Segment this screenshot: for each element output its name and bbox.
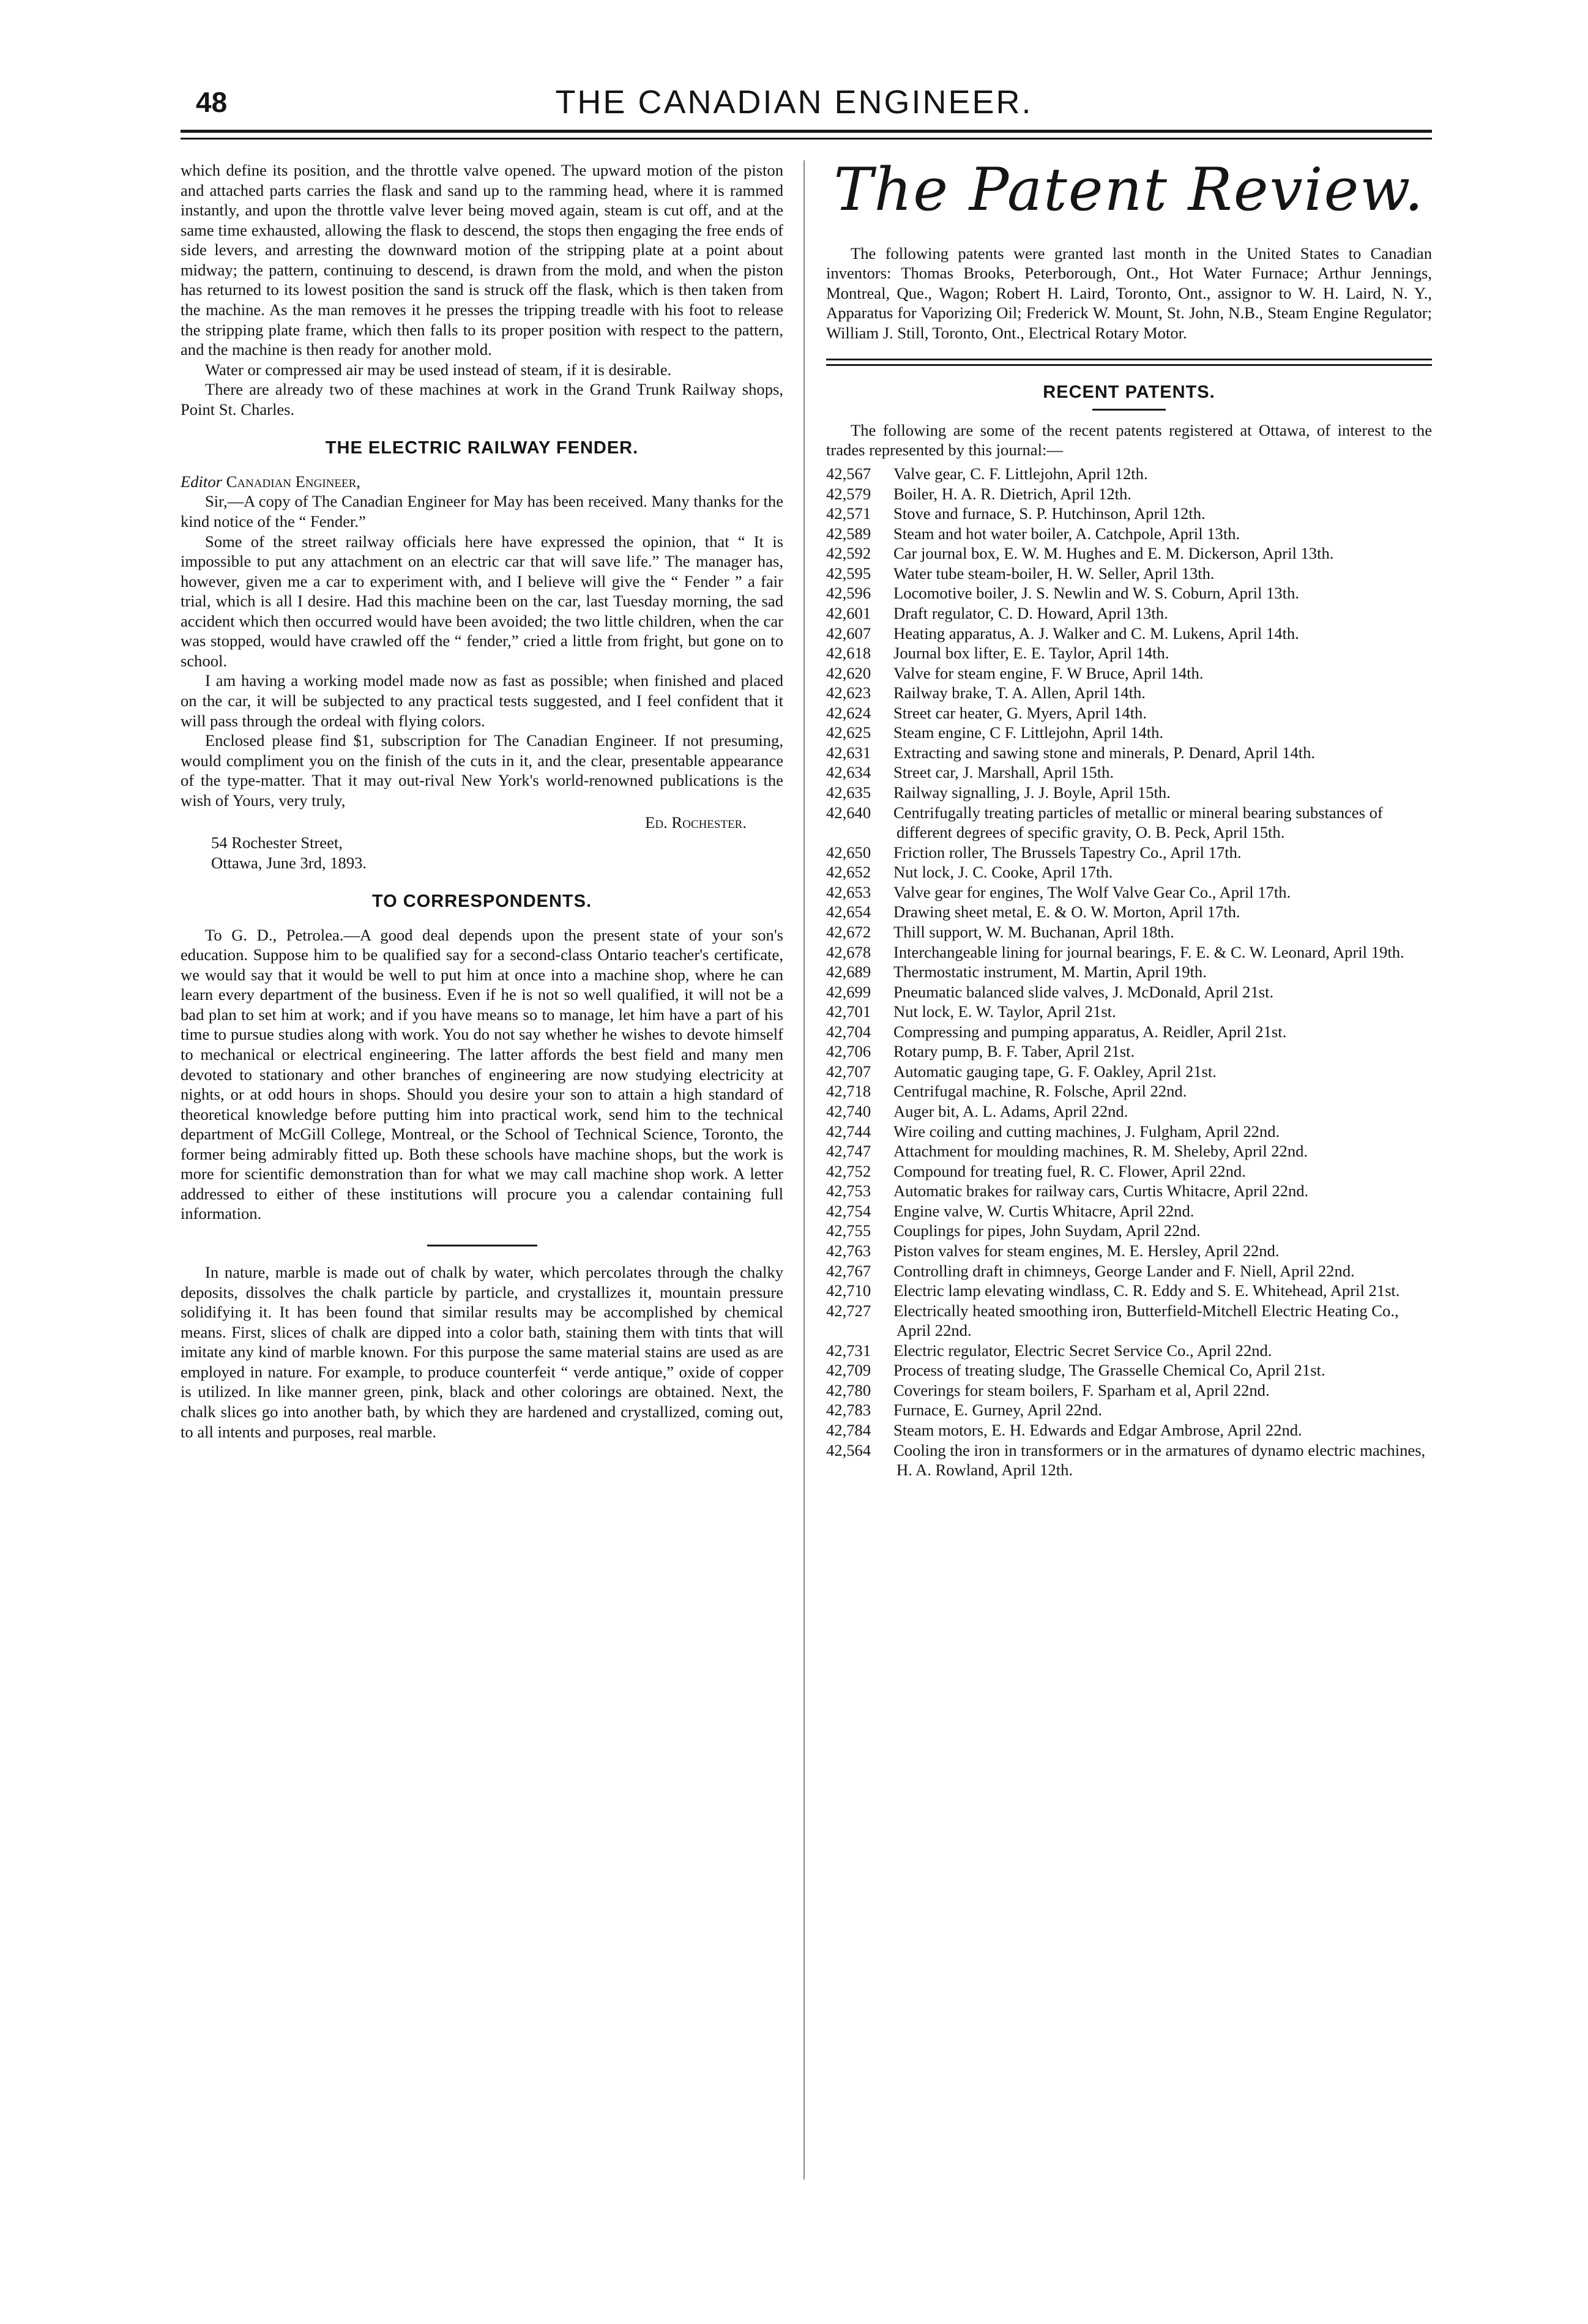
recent-patents-intro: The following are some of the recent patents registered at Ottawa, of interest to the trades represented by this journal:— — [826, 420, 1432, 460]
patent-entry — [826, 843, 1432, 863]
patent-entry — [826, 783, 1432, 803]
editor-name: Canadian Engineer, — [226, 472, 360, 491]
patent-description: Electric regulator, Electric Secret Service Co., April 22nd. — [893, 1341, 1272, 1360]
patent-number: 42,631 — [826, 743, 871, 762]
recent-patents-heading: RECENT PATENTS. — [1043, 382, 1215, 403]
patent-description: Couplings for pipes, John Suydam, April 22nd. — [893, 1221, 1201, 1240]
patent-description: Friction roller, The Brussels Tapestry Co., April 17th. — [893, 843, 1242, 862]
patent-description: Process of treating sludge, The Grasselle Chemical Co, April 21st. — [893, 1361, 1325, 1380]
patent-number: 42,755 — [826, 1221, 871, 1240]
patent-entry — [826, 1360, 1432, 1380]
patent-number: 42,709 — [826, 1361, 871, 1380]
patent-number: 42,595 — [826, 564, 871, 583]
patent-entry — [826, 1261, 1432, 1281]
patent-entry — [826, 982, 1432, 1002]
patent-entry — [826, 962, 1432, 982]
article-paragraph: There are already two of these machines at work in the Grand Trunk Railway shops, Point St. Charles. — [181, 380, 783, 419]
patent-description: Extracting and sawing stone and minerals, P. Denard, April 14th. — [893, 743, 1316, 762]
patent-review-paragraph: The following patents were granted last month in the United States to Canadian inventors: Thomas Brooks, Peterborough, Ont., Hot Water Furnace; Arthur Jennings, Montreal, Que., Wagon; Robert H. Laird, Toronto, Ont., assignor to W. H. Laird, N. Y., Apparatus for Vaporizing Oil; Frederick W. Mount, St. John, N.B., Steam Engine Regulator; William J. Still, Toronto, Ont., Electrical Rotary Motor. — [826, 244, 1432, 342]
patent-number: 42,689 — [826, 963, 871, 981]
patent-number: 42,731 — [826, 1341, 871, 1360]
patent-description: Valve gear for engines, The Wolf Valve Gear Co., April 17th. — [893, 882, 1291, 901]
patent-entry — [826, 743, 1432, 763]
patent-entry — [826, 922, 1432, 942]
patent-entry — [826, 624, 1432, 644]
patent-description: Interchangeable lining for journal bearings, F. E. & C. W. Leonard, April 19th. — [893, 942, 1404, 961]
patent-entry — [826, 603, 1432, 624]
patent-description: Auger bit, A. L. Adams, April 22nd. — [893, 1102, 1128, 1121]
patent-number: 42,753 — [826, 1182, 871, 1201]
patent-description: Steam engine, C F. Littlejohn, April 14th. — [893, 723, 1164, 742]
patent-entry — [826, 1141, 1432, 1161]
patent-number: 42,704 — [826, 1022, 871, 1041]
patent-entry — [826, 942, 1432, 963]
patent-number: 42,620 — [826, 663, 871, 682]
patent-number: 42,564 — [826, 1440, 871, 1459]
page-title: THE CANADIAN ENGINEER. — [555, 84, 1033, 121]
patent-number: 42,752 — [826, 1161, 871, 1180]
patent-description: Centrifugally treating particles of metallic or mineral bearing substances of different degrees of specific gravity, O. B. Peck, April 15th. — [893, 803, 1383, 842]
patent-entry — [826, 1221, 1432, 1241]
letter-signature: Ed. Rochester. — [645, 813, 747, 832]
patent-number: 42,763 — [826, 1241, 871, 1260]
patent-description: Wire coiling and cutting machines, J. Fulgham, April 22nd. — [893, 1122, 1280, 1141]
patent-number: 42,635 — [826, 783, 871, 802]
patent-entry — [826, 1281, 1432, 1301]
editor-prefix: Editor — [181, 472, 222, 491]
patent-number: 42,571 — [826, 504, 871, 523]
patent-entry — [826, 723, 1432, 743]
address-line: Ottawa, June 3rd, 1893. — [211, 853, 367, 872]
patent-description: Attachment for moulding machines, R. M. Sheleby, April 22nd. — [893, 1142, 1308, 1161]
patent-entry — [826, 484, 1432, 504]
patent-number: 42,727 — [826, 1301, 871, 1320]
left-column — [181, 160, 783, 1442]
patent-number: 42,699 — [826, 982, 871, 1001]
patent-number: 42,567 — [826, 464, 871, 483]
header-rule-top — [181, 130, 1432, 133]
patent-entry — [826, 564, 1432, 584]
patent-number: 42,767 — [826, 1261, 871, 1280]
patent-description: Water tube steam-boiler, H. W. Seller, April 13th. — [893, 564, 1215, 583]
patent-description: Steam motors, E. H. Edwards and Edgar Ambrose, April 22nd. — [893, 1421, 1302, 1440]
patent-description: Compound for treating fuel, R. C. Flower, April 22nd. — [893, 1161, 1246, 1180]
patent-entry — [826, 583, 1432, 603]
patent-entry — [826, 1181, 1432, 1201]
patent-description: Compressing and pumping apparatus, A. Reidler, April 21st. — [893, 1022, 1287, 1041]
patent-number: 42,744 — [826, 1122, 871, 1141]
patent-description: Engine valve, W. Curtis Whitacre, April 22nd. — [893, 1201, 1195, 1220]
patent-number: 42,747 — [826, 1142, 871, 1161]
patent-description: Automatic gauging tape, G. F. Oakley, April 21st. — [893, 1062, 1217, 1081]
patent-number: 42,634 — [826, 763, 871, 782]
patent-description: Stove and furnace, S. P. Hutchinson, April 12th. — [893, 504, 1206, 523]
patent-description: Coverings for steam boilers, F. Sparham et al, April 22nd. — [893, 1380, 1270, 1399]
patent-entry — [826, 1161, 1432, 1182]
patent-number: 42,672 — [826, 922, 871, 941]
patent-number: 42,652 — [826, 863, 871, 882]
patent-number: 42,618 — [826, 644, 871, 663]
patent-entry — [826, 1201, 1432, 1221]
patent-number: 42,623 — [826, 683, 871, 702]
patent-number: 42,625 — [826, 723, 871, 742]
patent-entry — [826, 1081, 1432, 1101]
patent-description: Rotary pump, B. F. Taber, April 21st. — [893, 1042, 1135, 1061]
section-double-rule — [826, 359, 1432, 366]
patent-entry — [826, 1101, 1432, 1122]
patent-entry — [826, 683, 1432, 703]
patent-number: 42,754 — [826, 1201, 871, 1220]
patent-number: 42,740 — [826, 1102, 871, 1121]
marble-paragraph: In nature, marble is made out of chalk by water, which percolates through the chalky deposits, dissolves the chalk particle by particle, and crystallizes it, mountain pressure solidifying it. It has been found that similar results may be accomplished by chemical means. First, slices of chalk are dipped into a color bath, staining them with tints that will imitate any kind of marble known. For this purpose the same material stains are used as are employed in nature. For example, to produce counterfeit “ verde antique,” oxide of copper is utilized. In like manner green, pink, black and other colorings are obtained. Next, the chalk slices go into another bath, by which they are hardened and crystallized, coming out, to all intents and purposes, real marble. — [181, 1263, 783, 1441]
patent-description: Steam and hot water boiler, A. Catchpole, April 13th. — [893, 524, 1240, 543]
patent-entry — [826, 1062, 1432, 1082]
patent-number: 42,653 — [826, 882, 871, 901]
correspondents-heading: TO CORRESPONDENTS. — [371, 892, 592, 912]
patent-description: Controlling draft in chimneys, George Lander and F. Niell, April 22nd. — [893, 1261, 1355, 1280]
patent-description: Cooling the iron in transformers or in the armatures of dynamo electric machines, H. A. Rowland, April 12th. — [893, 1440, 1426, 1480]
column-divider — [803, 160, 805, 2180]
patent-entry — [826, 464, 1432, 484]
patent-number: 42,783 — [826, 1401, 871, 1420]
patent-number: 42,780 — [826, 1380, 871, 1399]
patent-description: Pneumatic balanced slide valves, J. McDonald, April 21st. — [893, 982, 1274, 1001]
patent-number: 42,601 — [826, 603, 871, 622]
patent-number: 42,707 — [826, 1062, 871, 1081]
patent-description: Valve for steam engine, F. W Bruce, April 14th. — [893, 663, 1204, 682]
patent-number: 42,624 — [826, 703, 871, 722]
patent-description: Railway signalling, J. J. Boyle, April 15th. — [893, 783, 1171, 802]
patent-number: 42,678 — [826, 942, 871, 961]
patent-description: Centrifugal machine, R. Folsche, April 22nd. — [893, 1082, 1187, 1101]
patent-number: 42,596 — [826, 584, 871, 603]
patent-description: Boiler, H. A. R. Dietrich, April 12th. — [893, 484, 1131, 503]
article-paragraph: which define its position, and the throttle valve opened. The upward motion of the piston and attached parts carries the flask and sand up to the ramming head, where it is rammed instantly, and upon the throttle valve lever being moved again, steam is cut off, and at the same time exhausted, allowing the flask to descend, the stops then engaging the free ends of side levers, and arresting the downward motion of the stripping plate at a point about midway; the pattern, continuing to descend, is drawn from the mold, and when the piston has returned to its lowest position the sand is struck off the flask, which is then taken from the machine. As the man removes it he presses the tripping treadle with his foot to release the stripping plate frame, which then falls to its proper position with respect to the pattern, and the machine is then ready for another mold. — [181, 161, 783, 359]
right-column — [826, 155, 1432, 1480]
patent-description: Piston valves for steam engines, M. E. Hersley, April 22nd. — [893, 1241, 1280, 1260]
patent-entry — [826, 1241, 1432, 1261]
patent-entry — [826, 524, 1432, 544]
heading-underline — [1092, 409, 1166, 411]
patent-number: 42,706 — [826, 1042, 871, 1061]
patent-entry — [826, 1380, 1432, 1401]
correspondents-paragraph: To G. D., Petrolea.—A good deal depends upon the present state of your son's education. Suppose him to be qualified say for a second-class Ontario teacher's certificate, we would say that it would be well to put him at once into a machine shop, where he can learn every department of the business. Even if he is not so well qualified, it will not be a bad plan to set him at work; and if you have means so to manage, let him have a part of his time to pursue studies along with work. You do not say whether he wishes to devote himself to mechanical or electrical engineering. The latter affords the best field and many men devoted to stationary and other branches of engineering are now studying electricity at nights, or at odd hours in shops. Should you desire your son to attain a high standard of theoretical knowledge before putting him into practical work, send him to the technical department of McGill College, Montreal, or the School of Technical Science, Toronto, the former being admirably fitted up. Both these schools have machine shops, but the work is more for scientific demonstration than for what we may call machine shop work. A letter addressed to either of these institutions will procure you a calendar containing full information. — [181, 925, 783, 1223]
patent-entry — [826, 543, 1432, 564]
letter-paragraph: Some of the street railway officials here have expressed the opinion, that “ It is impossible to put any attachment on an electric car that will save life.” The manager has, however, given me a car to experiment with, and I believe will give the “ Fender ” a fair trial, which is all I desire. Had this machine been on the car, last Tuesday morning, the sad accident which then occurred would have been avoided; the two little children, when the car was stopped, would have crawled off the “ fender,” cried a little from fright, but gone on to school. — [181, 532, 783, 670]
patent-number: 42,710 — [826, 1281, 871, 1300]
patent-number: 42,784 — [826, 1421, 871, 1440]
patent-entry — [826, 1002, 1432, 1022]
patent-entry — [826, 882, 1432, 903]
patent-number: 42,650 — [826, 843, 871, 862]
patent-entry — [826, 1400, 1432, 1420]
patent-description: Furnace, E. Gurney, April 22nd. — [893, 1401, 1102, 1420]
patent-review-title: The Patent Review. — [833, 155, 1425, 224]
patent-entry — [826, 1122, 1432, 1142]
patent-description: Drawing sheet metal, E. & O. W. Morton, April 17th. — [893, 903, 1240, 922]
patent-entry — [826, 643, 1432, 663]
patent-description: Nut lock, E. W. Taylor, April 21st. — [893, 1002, 1116, 1021]
patent-entry — [826, 803, 1432, 843]
letter-address — [181, 833, 783, 873]
patent-number: 42,701 — [826, 1002, 871, 1021]
patent-entry — [826, 1440, 1432, 1480]
patent-entry — [826, 1022, 1432, 1042]
patent-entry — [826, 663, 1432, 683]
patent-number: 42,654 — [826, 903, 871, 922]
patent-number: 42,607 — [826, 624, 871, 642]
patent-description: Heating apparatus, A. J. Walker and C. M. Lukens, April 14th. — [893, 624, 1299, 642]
patent-entry — [826, 504, 1432, 524]
patent-entry — [826, 902, 1432, 922]
patent-entry — [826, 862, 1432, 882]
header-rule-bottom — [181, 138, 1432, 140]
article-paragraph: Water or compressed air may be used instead of steam, if it is desirable. — [205, 360, 672, 379]
patent-description: Electrically heated smoothing iron, Butterfield-Mitchell Electric Heating Co., April 22nd. — [893, 1301, 1399, 1340]
patent-entry — [826, 762, 1432, 783]
patent-description: Railway brake, T. A. Allen, April 14th. — [893, 683, 1146, 702]
patent-description: Thill support, W. M. Buchanan, April 18th. — [893, 922, 1174, 941]
patent-list — [826, 464, 1432, 1480]
patent-number: 42,579 — [826, 484, 871, 503]
fender-heading: THE ELECTRIC RAILWAY FENDER. — [325, 438, 639, 458]
letter-paragraph: Enclosed please find $1, subscription for The Canadian Engineer. If not presuming, would compliment you on the finish of the cuts in it, and the clear, presentable appearance of the type-matter. That it may out-rival New York's world-renowned publications is the wish of Yours, very truly, — [181, 731, 783, 810]
patent-entry — [826, 1301, 1432, 1341]
patent-description: Valve gear, C. F. Littlejohn, April 12th. — [893, 464, 1148, 483]
patent-number: 42,589 — [826, 524, 871, 543]
patent-description: Draft regulator, C. D. Howard, April 13th. — [893, 603, 1168, 622]
page-number: 48 — [196, 86, 228, 118]
patent-description: Street car, J. Marshall, April 15th. — [893, 763, 1114, 782]
patent-entry — [826, 1041, 1432, 1062]
patent-entry — [826, 1420, 1432, 1440]
address-line: 54 Rochester Street, — [211, 833, 343, 852]
patent-number: 42,718 — [826, 1082, 871, 1101]
section-divider — [427, 1245, 537, 1246]
editor-line — [181, 472, 783, 492]
patent-number: 42,592 — [826, 544, 871, 563]
patent-description: Thermostatic instrument, M. Martin, April 19th. — [893, 963, 1207, 981]
patent-description: Journal box lifter, E. E. Taylor, April 14th. — [893, 644, 1169, 663]
patent-description: Locomotive boiler, J. S. Newlin and W. S. Coburn, April 13th. — [893, 584, 1300, 603]
patent-description: Street car heater, G. Myers, April 14th. — [893, 703, 1147, 722]
patent-entry — [826, 1341, 1432, 1361]
letter-paragraph: I am having a working model made now as fast as possible; when finished and placed on the car, it will be subjected to any practical tests suggested, and I feel confident that it will pass through the ordeal with flying colors. — [181, 671, 783, 730]
patent-entry — [826, 703, 1432, 723]
patent-description: Car journal box, E. W. M. Hughes and E. M. Dickerson, April 13th. — [893, 544, 1334, 563]
patent-description: Electric lamp elevating windlass, C. R. Eddy and S. E. Whitehead, April 21st. — [893, 1281, 1400, 1300]
letter-paragraph: Sir,—A copy of The Canadian Engineer for May has been received. Many thanks for the kind notice of the “ Fender.” — [181, 492, 783, 531]
patent-number: 42,640 — [826, 803, 871, 822]
patent-description: Nut lock, J. C. Cooke, April 17th. — [893, 863, 1113, 882]
patent-description: Automatic brakes for railway cars, Curtis Whitacre, April 22nd. — [893, 1182, 1309, 1201]
